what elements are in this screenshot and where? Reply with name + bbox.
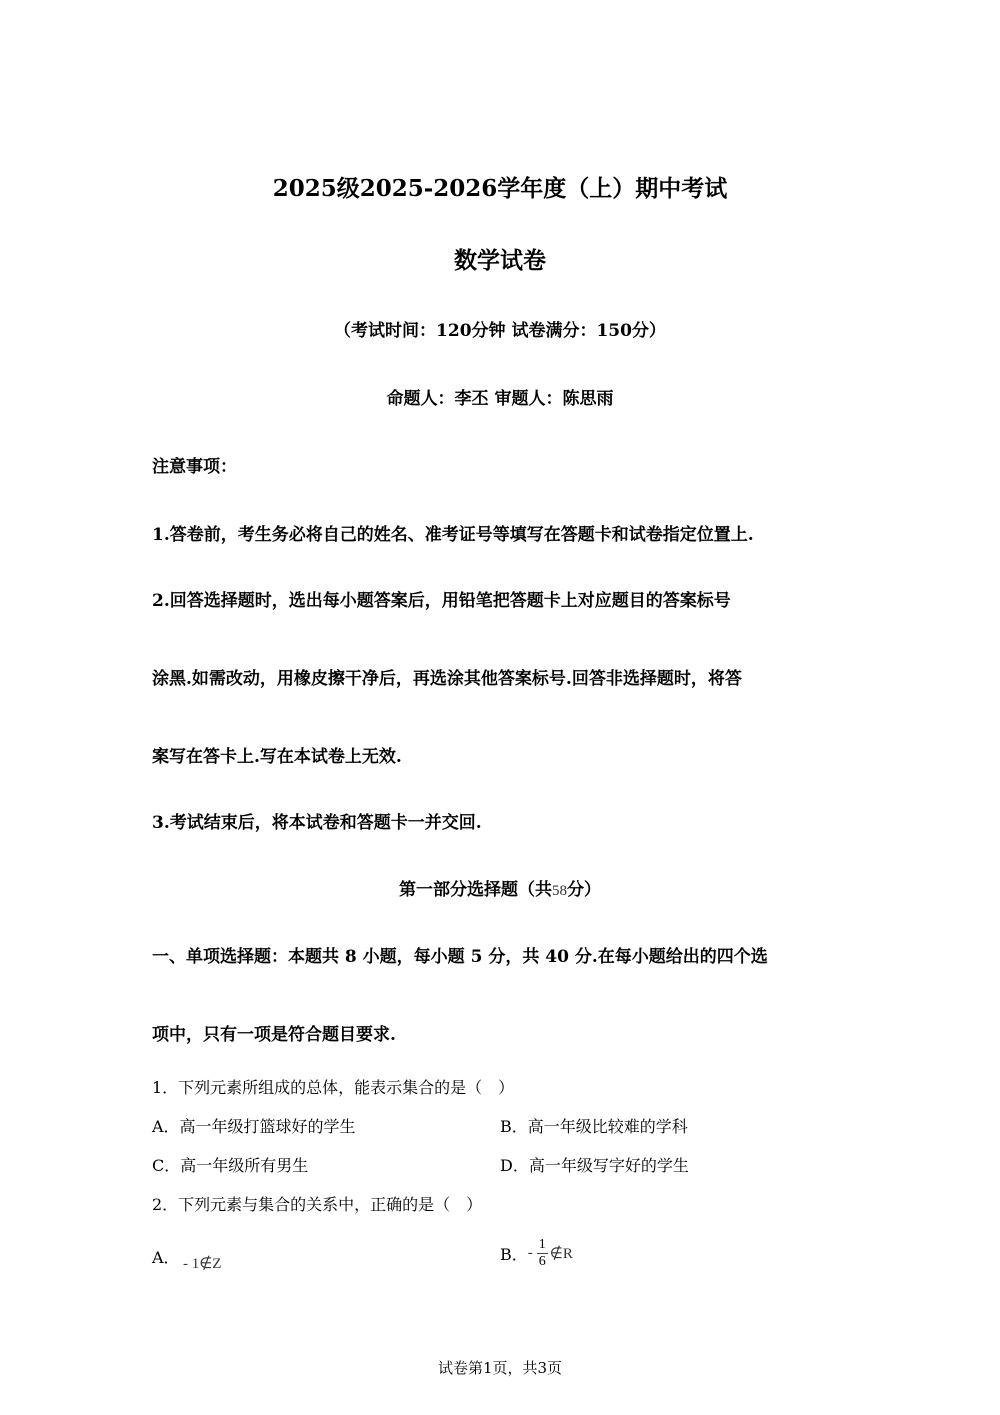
note-item-2-line-2: 涂黑.如需改动，用橡皮擦干净后，再选涂其他答案标号.回答非选择题时，将答 — [152, 669, 742, 689]
section1-line-2: 项中，只有一项是符合题目要求. — [152, 1025, 396, 1045]
fraction-numerator: 1 — [538, 1236, 546, 1252]
section1-line-1: 一、单项选择题：本题共 8 小题，每小题 5 分，共 40 分.在每小题给出的四个选 — [152, 947, 768, 967]
question-2-option-a — [152, 1245, 180, 1268]
question-2-stem: 2．下列元素与集合的关系中，正确的是（ ） — [152, 1195, 483, 1214]
question-2-option-a-math: - 1∉Z — [183, 1256, 222, 1272]
question-1-option-b: B．高一年级比较难的学科 — [500, 1117, 688, 1136]
part1-prefix: 第一部分选择题（共 — [399, 880, 552, 900]
part1-suffix: 分） — [567, 880, 601, 900]
question-2-option-b-rest: ∉R — [549, 1245, 573, 1262]
question-2-option-b-label: B． — [500, 1244, 528, 1264]
part1-heading — [0, 875, 1000, 900]
question-2-option-a-label: A． — [152, 1248, 180, 1267]
question-1-option-a: A．高一年级打篮球好的学生 — [152, 1117, 356, 1136]
question-2-option-b-sign: - — [527, 1244, 533, 1261]
page-footer: 试卷第1页，共3页 — [437, 1359, 563, 1377]
note-item-2-line-1: 2.回答选择题时，选出每小题答案后，用铅笔把答题卡上对应题目的答案标号 — [152, 591, 731, 611]
note-item-2-line-3: 案写在答卡上.写在本试卷上无效. — [152, 747, 402, 767]
note-item-3: 3.考试结束后，将本试卷和答题卡一并交回. — [152, 813, 482, 833]
notes-heading: 注意事项： — [152, 457, 237, 477]
question-1-stem: 1．下列元素所组成的总体，能表示集合的是（ ） — [152, 1078, 515, 1097]
question-2-option-b-fraction — [537, 1237, 548, 1270]
exam-info: （考试时间：120分钟 试卷满分：150分） — [334, 321, 666, 341]
question-2-option-b — [500, 1233, 573, 1273]
note-item-1: 1.答卷前，考生务必将自己的姓名、准考证号等填写在答题卡和试卷指定位置上. — [152, 525, 754, 545]
fraction-denominator: 6 — [538, 1253, 546, 1269]
subject-title: 数学试卷 — [454, 247, 546, 274]
authors: 命题人：李丕 审题人：陈思雨 — [386, 389, 614, 409]
question-1-option-d: D．高一年级写字好的学生 — [500, 1156, 689, 1175]
question-1-option-c: C．高一年级所有男生 — [152, 1156, 309, 1175]
exam-title: 2025级2025-2026学年度（上）期中考试 — [272, 175, 728, 202]
part1-score: 58 — [552, 883, 567, 899]
